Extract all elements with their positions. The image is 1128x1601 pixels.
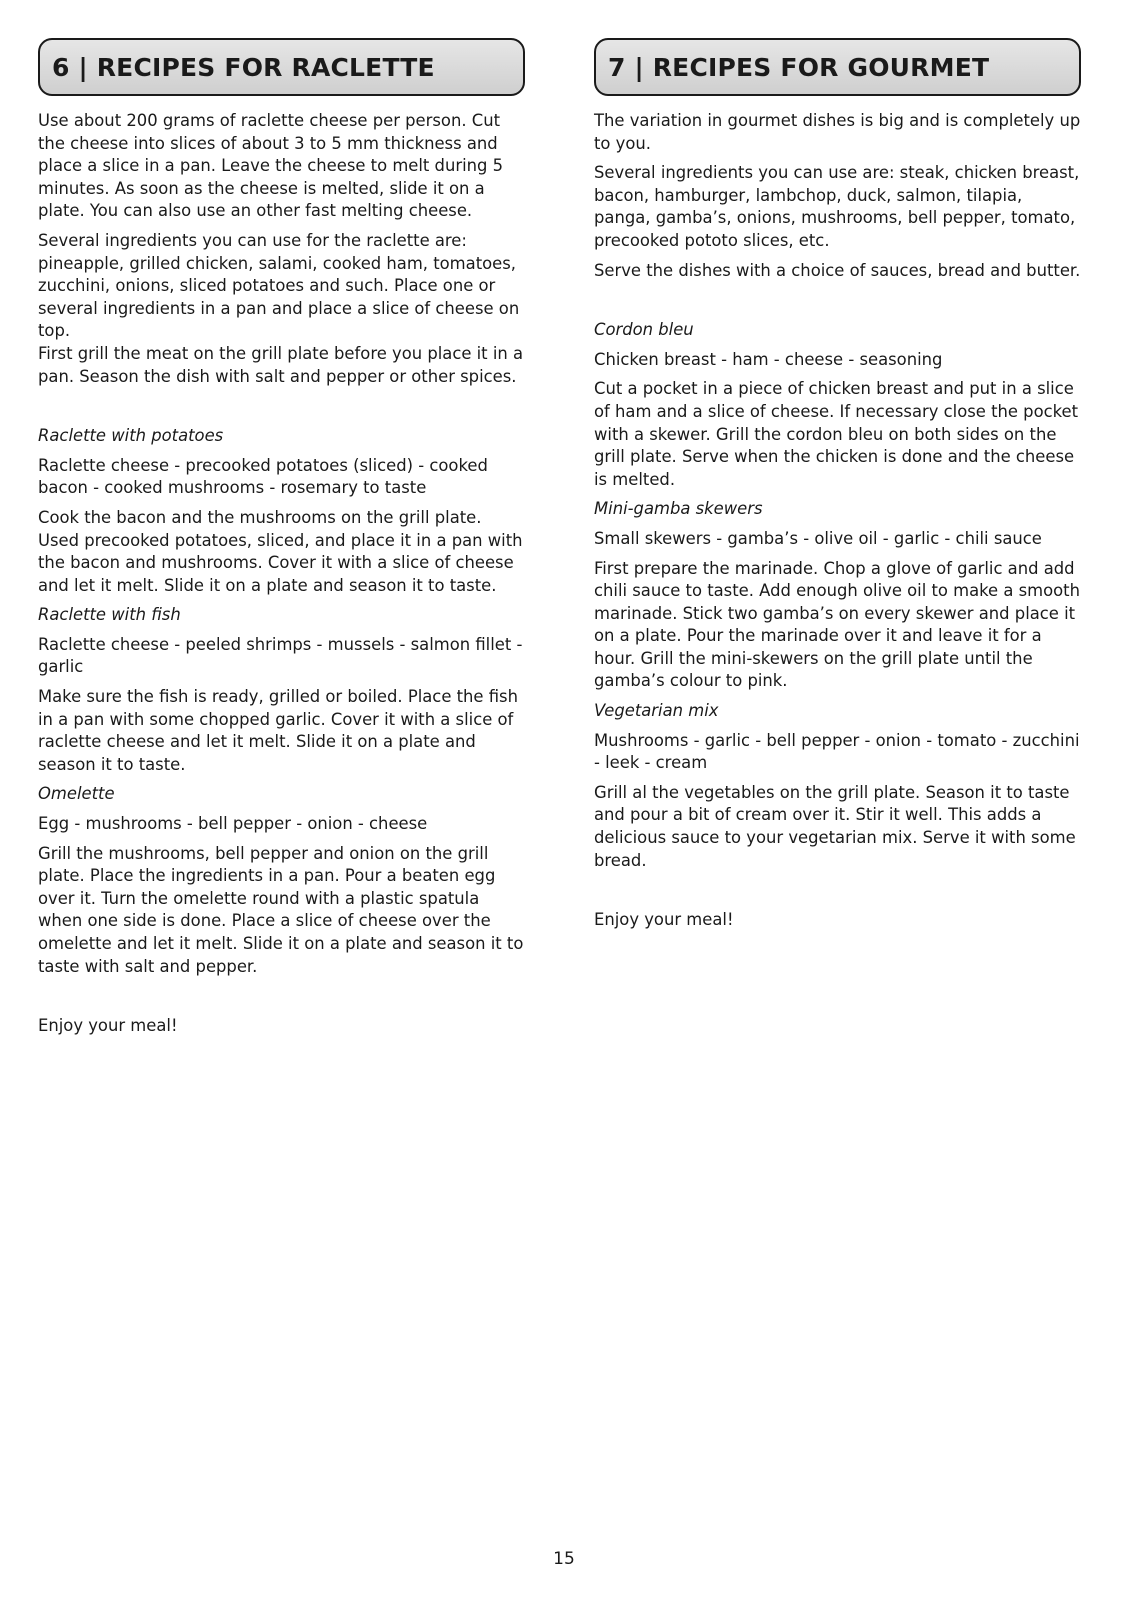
gourmet-serve-paragraph: Serve the dishes with a choice of sauces, bread and butter.: [594, 260, 1081, 280]
recipe-title: Omelette: [38, 784, 115, 804]
recipe-ingredients: Egg - mushrooms - bell pepper - onion - cheese: [38, 814, 428, 834]
recipe-title: Vegetarian mix: [594, 701, 719, 721]
recipe-method: Grill al the vegetables on the grill plate. Season it to taste and pour a bit of cream over it. Stir it well. This adds a delicious sauce to your vegetarian mix. Serve it with some bread.: [594, 782, 1076, 870]
recipe-method: Grill the mushrooms, bell pepper and onion on the grill plate. Place the ingredients in a pan. Pour a beaten egg over it. Turn the omelette round with a plastic spatula when one side is done. Place a slice of cheese over the omelette and let it melt. Slide it on a plate and season it to taste with salt and pepper.: [38, 843, 524, 976]
recipe-ingredients: Small skewers - gamba’s - olive oil - garlic - chili sauce: [594, 528, 1042, 548]
gourmet-intro-paragraph: The variation in gourmet dishes is big and is completely up to you.: [594, 111, 1081, 153]
recipe-title: Mini-gamba skewers: [594, 499, 763, 519]
closing-text: Enjoy your meal!: [594, 910, 734, 930]
closing-text: Enjoy your meal!: [38, 1016, 178, 1036]
recipe-ingredients: Mushrooms - garlic - bell pepper - onion - tomato - zucchini - leek - cream: [594, 730, 1080, 773]
recipe-method: Make sure the fish is ready, grilled or boiled. Place the fish in a pan with some chopped garlic. Cover it with a slice of raclette cheese and let it melt. Slide it on a plate and season it to taste.: [38, 687, 518, 774]
section-header-gourmet: [594, 38, 1081, 96]
recipe-method: First prepare the marinade. Chop a glove of garlic and add chili sauce to taste. Add enough olive oil to make a smooth marinade. Stick two gamba’s on every skewer and place it on a plate. Pour the marinade over it and leave it for a hour. Grill the mini-skewers on the grill plate until the gamba’s colour to pink.: [594, 558, 1080, 691]
gourmet-section: [594, 38, 1081, 939]
spacer: [594, 289, 1081, 319]
raclette-ingredients-paragraph: Several ingredients you can use for the raclette are: pineapple, grilled chicken, salami, cooked ham, tomatoes, zucchini, onions, sliced potatoes and such. Place one or several ingredients in a pan and place a slice of cheese on top.: [38, 230, 520, 341]
recipe-ingredients: Chicken breast - ham - cheese - seasoning: [594, 349, 943, 369]
spacer: [38, 395, 525, 425]
recipe-ingredients: Raclette cheese - peeled shrimps - mussels - salmon fillet - garlic: [38, 634, 523, 677]
raclette-section: [38, 38, 525, 1045]
recipe-ingredients: Raclette cheese - precooked potatoes (sliced) - cooked bacon - cooked mushrooms - rosemary to taste: [38, 455, 488, 498]
section-title-gourmet: 7 | RECIPES FOR GOURMET: [608, 52, 990, 82]
raclette-intro-paragraph: Use about 200 grams of raclette cheese per person. Cut the cheese into slices of about 3 to 5 mm thickness and place a slice in a pan. Leave the cheese to melt during 5 minutes. As soon as the cheese is melted, slide it on a plate. You can also use an other fast melting cheese.: [38, 111, 504, 221]
recipe-method: Cook the bacon and the mushrooms on the grill plate. Used precooked potatoes, sliced, and place it in a pan with the bacon and mushrooms. Cover it with a slice of cheese and let it melt. Slide it on a plate and season it to taste.: [38, 507, 523, 595]
page-number: 15: [553, 1549, 575, 1569]
recipe-title: Raclette with fish: [38, 605, 181, 625]
recipe-method: Cut a pocket in a piece of chicken breast and put in a slice of ham and a slice of cheese. If necessary close the pocket with a skewer. Grill the cordon bleu on both sides on the grill plate. Serve when the chicken is done and the cheese is melted.: [594, 379, 1079, 489]
section-header-raclette: [38, 38, 525, 96]
recipe-title: Cordon bleu: [594, 320, 694, 340]
gourmet-ingredients-paragraph: Several ingredients you can use are: steak, chicken breast, bacon, hamburger, lambchop, duck, salmon, tilapia, panga, gamba’s, onions, mushrooms, bell pepper, tomato, precooked pototo slices, etc.: [594, 163, 1080, 250]
spacer: [38, 985, 525, 1015]
recipe-title: Raclette with potatoes: [38, 426, 224, 446]
section-title-raclette: 6 | RECIPES FOR RACLETTE: [52, 52, 435, 82]
spacer: [594, 879, 1081, 909]
raclette-grill-paragraph: First grill the meat on the grill plate before you place it in a pan. Season the dish with salt and pepper or other spices.: [38, 343, 524, 386]
